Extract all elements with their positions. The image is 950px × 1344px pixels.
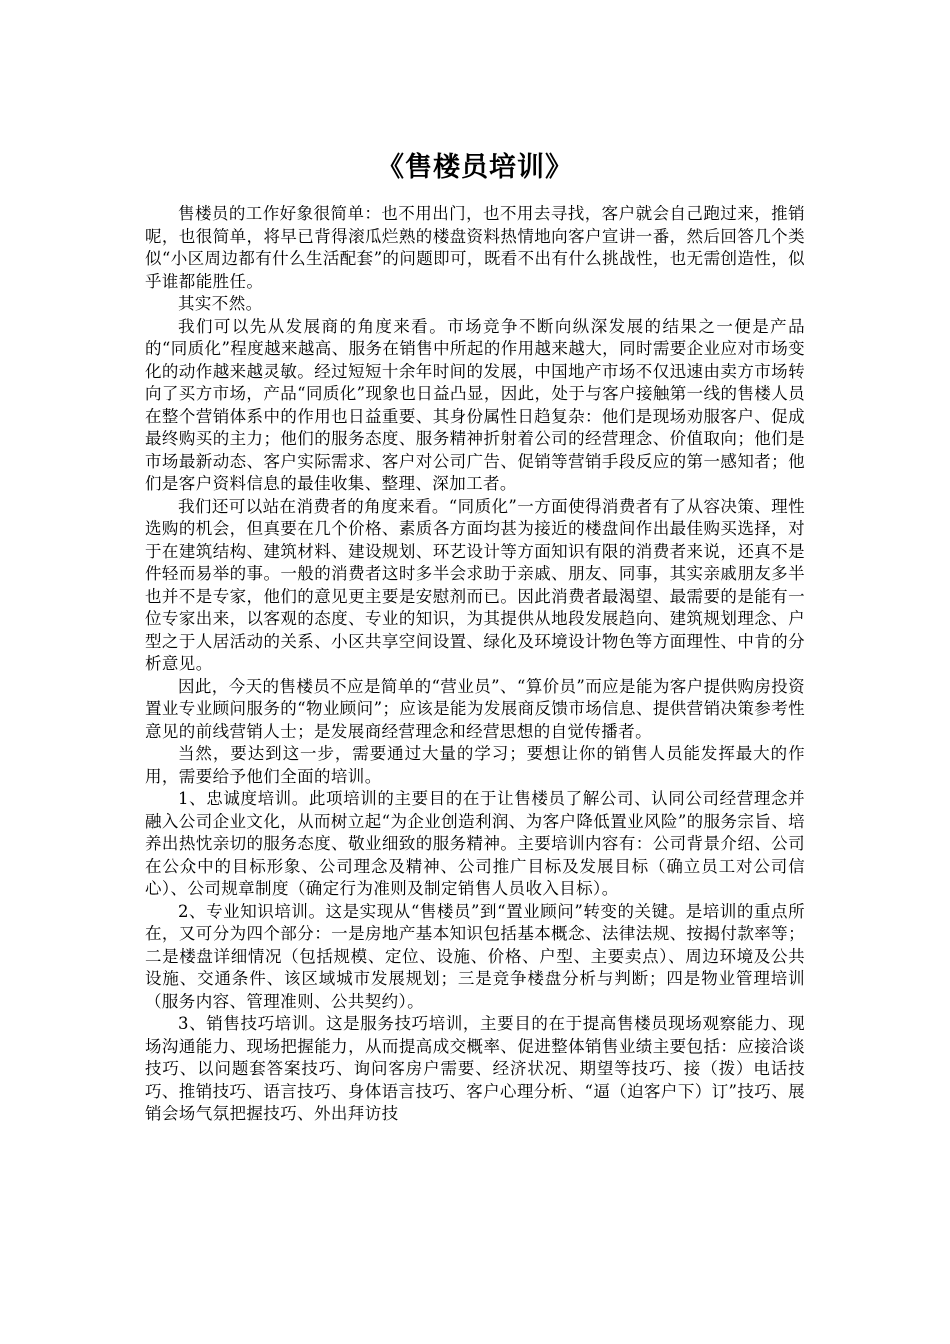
document-title: 《售楼员培训》 [377,152,573,183]
document-body [145,203,805,1126]
paragraph-sales-skills-training: 3、销售技巧培训。这是服务技巧培训，主要目的在于提高售楼员现场观察能力、现场沟通能力、现场把握能力，从而提高成交概率、促进整体销售业绩主要包括：应接洽谈技巧、以问题套答案技巧、询问客房户需要、经济状况、期望等技巧、接（拨）电话技巧、推销技巧、语言技巧、身体语言技巧、客户心理分析、“逼（迫客户下）订”技巧、展销会场气氛把握技巧、外出拜访技 [145,1014,805,1123]
paragraph-loyalty-training: 1、忠诚度培训。此项培训的主要目的在于让售楼员了解公司、认同公司经营理念并融入公司企业文化，从而树立起“为企业创造利润、为客户降低置业风险”的服务宗旨、培养出热忱亲切的服务态度、敬业细致的服务精神。主要培训内容有：公司背景介绍、公司在公众中的目标形象、公司理念及精神、公司推广目标及发展目标（确立员工对公司信心）、公司规章制度（确定行为准则及制定销售人员收入目标）。 [145,789,805,898]
paragraph-not-so: 其实不然。 [178,294,263,313]
paragraph-intro: 售楼员的工作好象很简单：也不用出门，也不用去寻找，客户就会自己跑过来，推销呢，也很简单，将早已背得滚瓜烂熟的楼盘资料热情地向客户宣讲一番，然后回答几个类似“小区周边都有什么生活配套”的问题即可，既看不出有什么挑战性，也无需创造性，似乎谁都能胜任。 [145,204,805,291]
paragraph-consumer-view: 我们还可以站在消费者的角度来看。“同质化”一方面使得消费者有了从容决策、理性选购的机会，但真要在几个价格、素质各方面均甚为接近的楼盘间作出最佳购买选择，对于在建筑结构、建筑材料、建设规划、环艺设计等方面知识有限的消费者来说，还真不是件轻而易举的事。一般的消费者这时多半会求助于亲戚、朋友、同事，其实亲戚朋友多半也并不是专家，他们的意见更主要是安慰剂而已。因此消费者最渴望、最需要的是能有一位专家出来，以客观的态度、专业的知识，为其提供从地段发展趋向、建筑规划理念、户型之于人居活动的关系、小区共享空间设置、绿化及环境设计物色等方面理性、中肯的分析意见。 [145,496,805,673]
paragraph-training-need: 当然，要达到这一步，需要通过大量的学习；要想让你的销售人员能发挥最大的作用，需要给予他们全面的培训。 [145,744,805,786]
paragraph-property-consultant: 因此，今天的售楼员不应是简单的“营业员”、“算价员”而应是能为客户提供购房投资置业专业顾问服务的“物业顾问”；应该是能为发展商反馈市场信息、提供营销决策参考性意见的前线营销人士；是发展商经营理念和经营思想的自觉传播者。 [145,676,805,741]
paragraph-developer-view: 我们可以先从发展商的角度来看。市场竞争不断向纵深发展的结果之一便是产品的“同质化”程度越来越高、服务在销售中所起的作用越来越大，同时需要企业应对市场变化的动作越来越灵敏。经过短短十余年时间的发展，中国地产市场不仅迅速由卖方市场转向了买方市场，产品“同质化”现象也日益凸显，因此，处于与客户接触第一线的售楼人员在整个营销体系中的作用也日益重要、其身份属性日趋复杂：他们是现场劝服客户、促成最终购买的主力；他们的服务态度、服务精神折射着公司的经营理念、价值取向；他们是市场最新动态、客户实际需求、客户对公司广告、促销等营销手段反应的第一感知者；他们是客户资料信息的最佳收集、整理、深加工者。 [145,316,805,493]
paragraph-knowledge-training: 2、专业知识培训。这是实现从“售楼员”到“置业顾问”转变的关键。是培训的重点所在，又可分为四个部分：一是房地产基本知识包括基本概念、法律法规、按揭付款率等；二是楼盘详细情况（包括规模、定位、设施、价格、户型、主要卖点）、周边环境及公共设施、交通条件、该区域城市发展规划；三是竞争楼盘分析与判断；四是物业管理培训（服务内容、管理准则、公共契约）。 [145,901,805,1011]
